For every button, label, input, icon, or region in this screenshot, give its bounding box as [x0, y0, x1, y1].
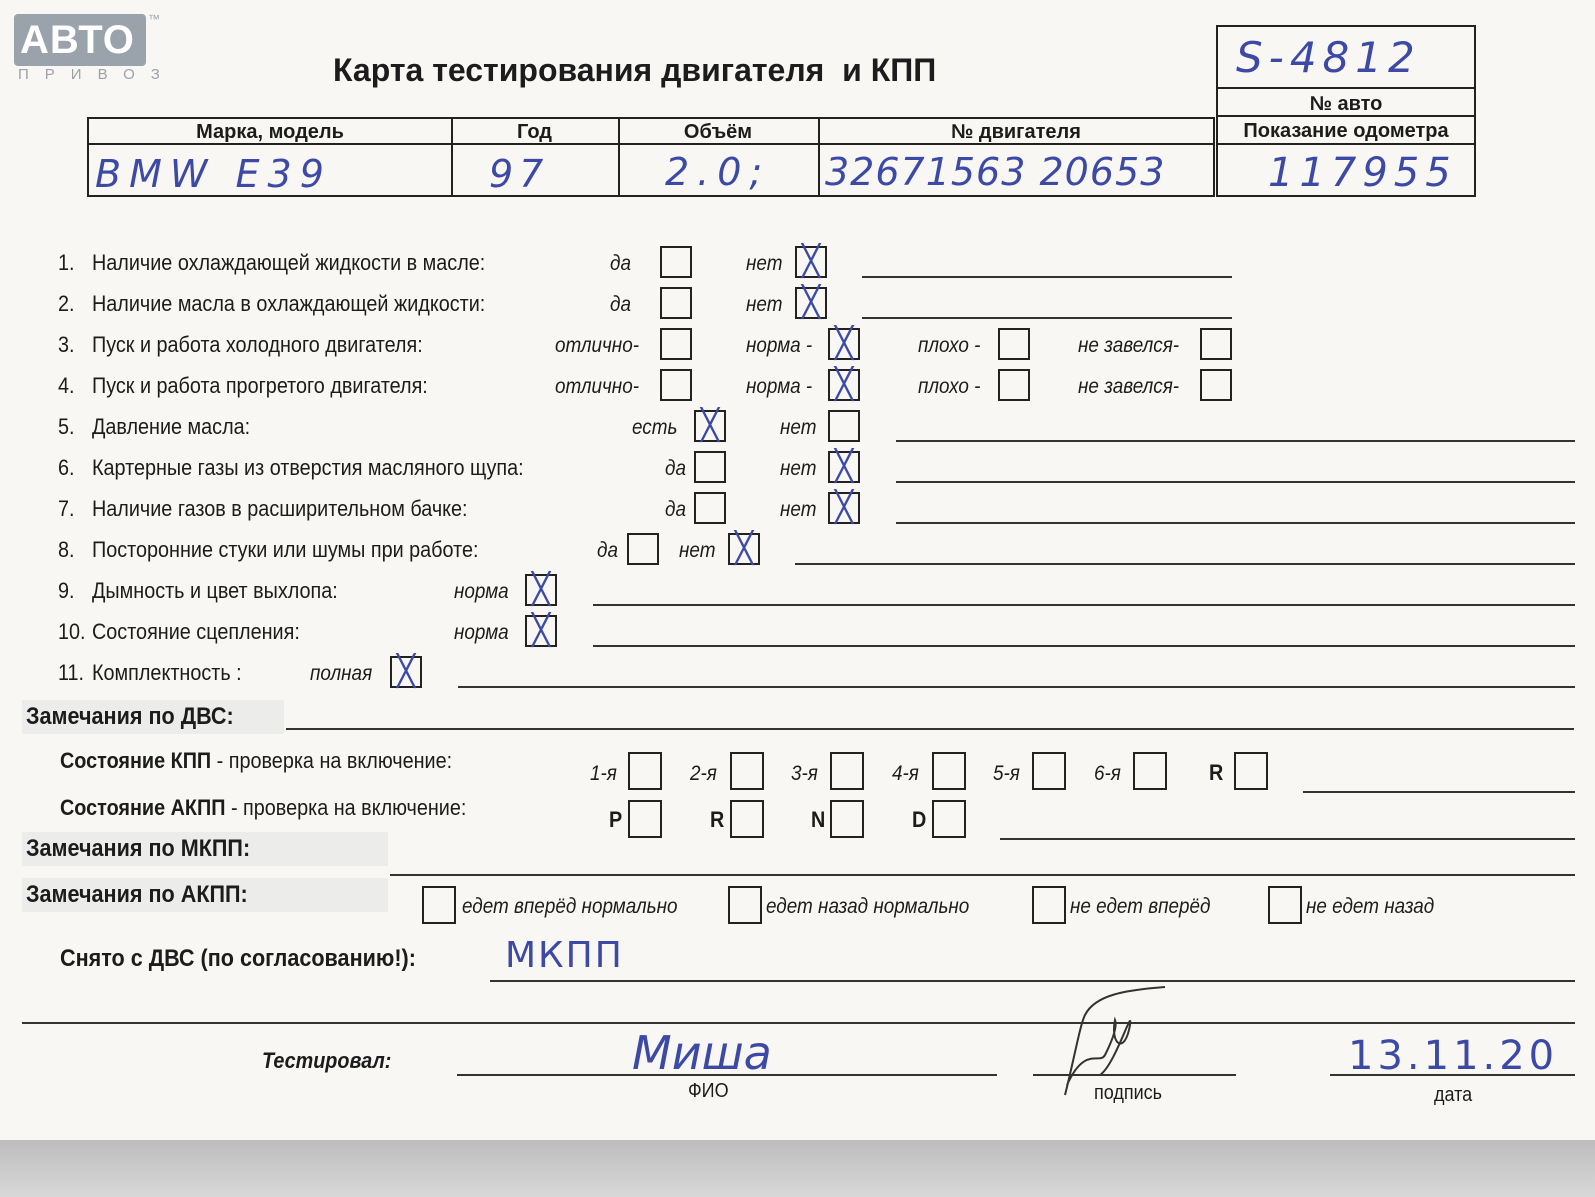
auto-number-value: S-4812 [1236, 33, 1421, 82]
comment-line[interactable] [862, 317, 1232, 319]
item-number: 10. [58, 619, 86, 644]
make-model-value: BMW E39 [95, 152, 332, 196]
date-line[interactable] [1330, 1074, 1575, 1076]
option-label: не завелся- [1078, 334, 1180, 357]
akpp-remark-label: не едет назад [1306, 895, 1435, 918]
check-mark-icon: ╳ [700, 408, 720, 443]
header-year: Год [517, 121, 552, 143]
item-text: Наличие масла в охлаждающей жидкости: [92, 291, 486, 316]
comment-line[interactable] [458, 686, 1575, 688]
akpp-remark-label: едет вперёд нормально [462, 895, 678, 918]
item-text: Давление масла: [92, 414, 251, 439]
gear-checkbox[interactable] [1133, 752, 1167, 790]
option-label: полная [310, 662, 373, 685]
gear-label: R [1209, 760, 1224, 785]
option-label: норма - [746, 334, 813, 357]
remarks-dvs-line[interactable] [286, 728, 1574, 730]
check-mark-icon: ╳ [734, 531, 754, 566]
car-table [87, 117, 1215, 197]
comment-line[interactable] [862, 276, 1232, 278]
akpp-remark-checkbox[interactable] [1032, 886, 1066, 924]
option-label: норма [454, 621, 509, 644]
logo-tm: ™ [148, 12, 160, 26]
option-checkbox[interactable] [627, 533, 659, 565]
option-checkbox[interactable] [1200, 369, 1232, 401]
gear-checkbox[interactable] [730, 752, 764, 790]
gear-label: 5-я [993, 762, 1020, 785]
option-checkbox[interactable] [828, 328, 860, 360]
option-checkbox[interactable] [998, 369, 1030, 401]
option-label: не завелся- [1078, 375, 1180, 398]
gear-checkbox[interactable] [1032, 752, 1066, 790]
name-line[interactable] [457, 1074, 997, 1076]
gear-checkbox[interactable] [628, 800, 662, 838]
item-text: Картерные газы из отверстия масляного щупа: [92, 455, 524, 480]
option-label: норма [454, 580, 509, 603]
option-checkbox[interactable] [525, 615, 557, 647]
gear-label: D [912, 807, 927, 832]
tested-label: Тестировал: [262, 1048, 392, 1073]
option-label: нет [679, 539, 716, 562]
logo [14, 14, 146, 66]
name-caption: ФИО [688, 1080, 729, 1102]
gear-label: 6-я [1094, 762, 1121, 785]
option-label: да [597, 539, 618, 562]
check-mark-icon: ╳ [834, 367, 854, 402]
remarks-dvs-label: Замечания по ДВС: [26, 703, 234, 730]
option-label: да [665, 498, 686, 521]
akpp-remark-label: не едет вперёд [1070, 895, 1211, 918]
option-checkbox[interactable] [795, 246, 827, 278]
check-mark-icon: ╳ [801, 244, 821, 279]
comment-line[interactable] [896, 481, 1575, 483]
auto-number-box [1216, 25, 1476, 197]
item-number: 7. [58, 496, 75, 521]
item-number: 3. [58, 332, 75, 357]
option-label: отлично- [555, 375, 640, 398]
item-text: Наличие газов в расширительном бачке: [92, 496, 468, 521]
page-title: Карта тестирования двигателя и КПП [333, 52, 937, 88]
date-value: 13.11.20 [1348, 1033, 1559, 1079]
gear-label: N [811, 807, 826, 832]
gear-label: 1-я [590, 762, 617, 785]
item-number: 11. [58, 660, 85, 685]
gear-label: P [609, 807, 623, 832]
check-mark-icon: ╳ [396, 654, 416, 689]
option-checkbox[interactable] [795, 287, 827, 319]
gear-checkbox[interactable] [730, 800, 764, 838]
option-checkbox[interactable] [998, 328, 1030, 360]
option-checkbox[interactable] [660, 328, 692, 360]
item-text: Состояние сцепления: [92, 619, 300, 644]
item-number: 5. [58, 414, 75, 439]
engine-number-value: 32671563 20653 [825, 150, 1166, 194]
tester-name: Миша [632, 1026, 772, 1080]
option-checkbox[interactable] [1200, 328, 1232, 360]
odometer-label: Показание одометра [1243, 120, 1449, 142]
header-volume: Объём [683, 121, 753, 143]
sign-line[interactable] [1033, 1074, 1236, 1076]
item-number: 1. [58, 250, 75, 275]
removed-value: МКПП [505, 935, 624, 976]
akpp-remark-label: едет назад нормально [766, 895, 970, 918]
removed-line[interactable] [490, 980, 1575, 982]
option-label: нет [746, 252, 783, 275]
option-label: нет [780, 457, 817, 480]
option-checkbox[interactable] [828, 369, 860, 401]
check-mark-icon: ╳ [531, 572, 551, 607]
option-checkbox[interactable] [828, 492, 860, 524]
option-checkbox[interactable] [390, 656, 422, 688]
option-label: есть [632, 416, 678, 439]
comment-line[interactable] [795, 563, 1575, 565]
gear-label: 4-я [892, 762, 919, 785]
check-mark-icon: ╳ [834, 326, 854, 361]
option-label: нет [780, 498, 817, 521]
option-checkbox[interactable] [660, 287, 692, 319]
logo-text: АВТО [20, 18, 135, 62]
page-edge [0, 1140, 1595, 1197]
option-label: плохо - [918, 334, 981, 357]
auto-number-label: № авто [1309, 93, 1383, 115]
check-mark-icon: ╳ [834, 490, 854, 525]
remarks-akpp-label: Замечания по АКПП: [26, 881, 248, 908]
date-caption: дата [1434, 1084, 1473, 1106]
gear-checkbox[interactable] [628, 752, 662, 790]
option-label: нет [746, 293, 783, 316]
akpp-remark-checkbox[interactable] [728, 886, 762, 924]
check-mark-icon: ╳ [834, 449, 854, 484]
remarks-mkpp-line[interactable] [390, 874, 1575, 876]
option-label: да [610, 293, 631, 316]
option-label: плохо - [918, 375, 981, 398]
item-number: 9. [58, 578, 75, 603]
akpp-remark-checkbox[interactable] [422, 886, 456, 924]
header-make-model: Марка, модель [196, 121, 344, 143]
item-text: Посторонние стуки или шумы при работе: [92, 537, 479, 562]
item-number: 8. [58, 537, 75, 562]
akpp-remark-checkbox[interactable] [1268, 886, 1302, 924]
comment-line[interactable] [896, 522, 1575, 524]
kpp-label: Состояние КПП - проверка на включение: [60, 748, 453, 773]
gear-label: 3-я [791, 762, 818, 785]
option-checkbox[interactable] [694, 410, 726, 442]
gear-checkbox[interactable] [1234, 752, 1268, 790]
option-checkbox[interactable] [828, 410, 860, 442]
odometer-value: 117955 [1268, 150, 1457, 196]
sign-caption: подпись [1094, 1082, 1163, 1104]
check-mark-icon: ╳ [531, 613, 551, 648]
item-text: Пуск и работа прогретого двигателя: [92, 373, 428, 398]
comment-line[interactable] [593, 645, 1575, 647]
item-number: 4. [58, 373, 75, 398]
header-engine-number: № двигателя [951, 121, 1081, 143]
item-text: Наличие охлаждающей жидкости в масле: [92, 250, 486, 275]
option-checkbox[interactable] [660, 246, 692, 278]
gear-checkbox[interactable] [830, 752, 864, 790]
check-mark-icon: ╳ [801, 285, 821, 320]
option-label: да [665, 457, 686, 480]
item-text: Дымность и цвет выхлопа: [92, 578, 338, 603]
gear-checkbox[interactable] [932, 800, 966, 838]
option-checkbox[interactable] [828, 451, 860, 483]
option-label: да [610, 252, 631, 275]
akpp-label: Состояние АКПП - проверка на включение: [60, 795, 467, 820]
remarks-mkpp-label: Замечания по МКПП: [26, 835, 251, 862]
gear-checkbox[interactable] [830, 800, 864, 838]
option-label: нет [780, 416, 817, 439]
option-checkbox[interactable] [728, 533, 760, 565]
item-number: 6. [58, 455, 75, 480]
comment-line[interactable] [593, 604, 1575, 606]
option-checkbox[interactable] [694, 451, 726, 483]
option-checkbox[interactable] [660, 369, 692, 401]
logo-sub: ПРИВОЗ [18, 66, 176, 83]
removed-label: Снято с ДВС (по согласованию!): [60, 945, 416, 972]
year-value: 97 [489, 152, 550, 196]
comment-line[interactable] [896, 440, 1575, 442]
gear-checkbox[interactable] [932, 752, 966, 790]
item-number: 2. [58, 291, 75, 316]
item-text: Пуск и работа холодного двигателя: [92, 332, 423, 357]
gear-label: R [710, 807, 725, 832]
volume-value: 2.0; [665, 150, 771, 194]
item-text: Комплектность : [92, 660, 242, 685]
gear-label: 2-я [690, 762, 717, 785]
option-checkbox[interactable] [694, 492, 726, 524]
option-label: отлично- [555, 334, 640, 357]
option-label: норма - [746, 375, 813, 398]
option-checkbox[interactable] [525, 574, 557, 606]
